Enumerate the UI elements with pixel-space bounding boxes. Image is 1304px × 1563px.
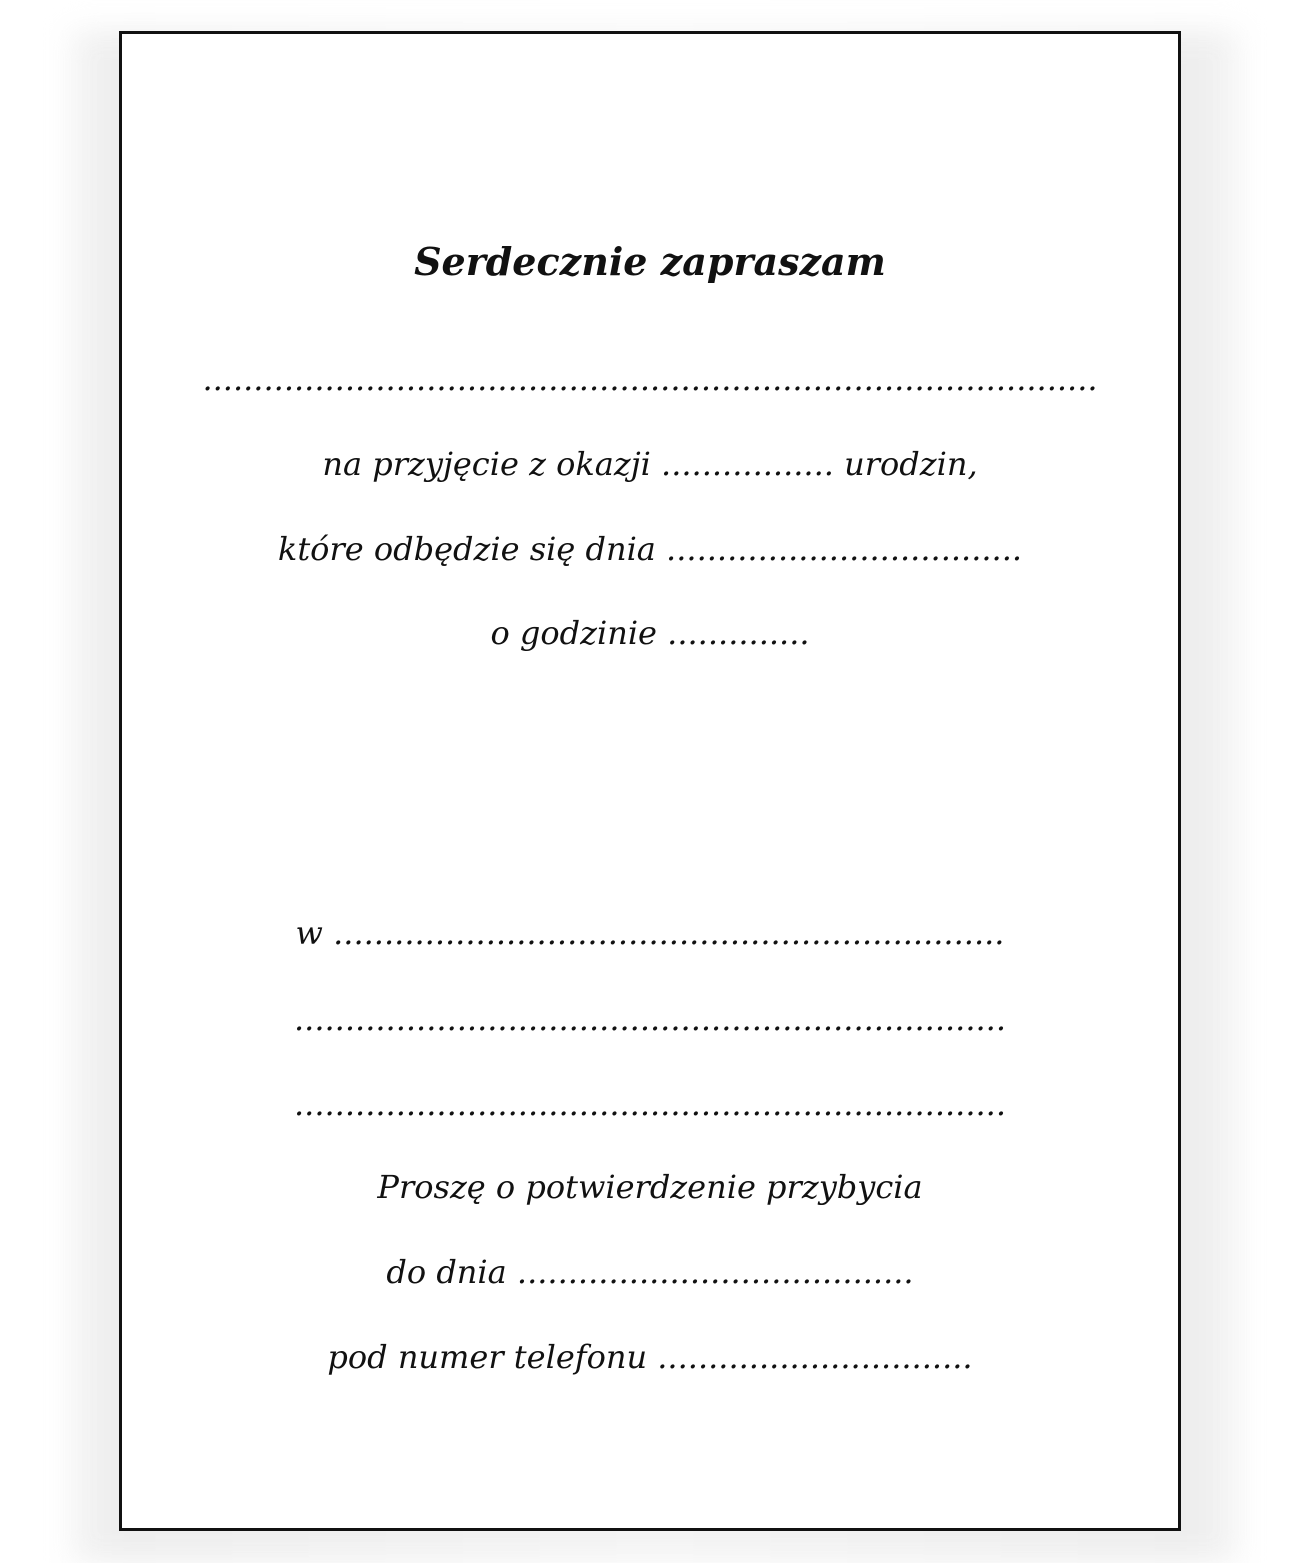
address-line-1: ...................................................................... [293, 1000, 1007, 1038]
time-line: o godzinie .............. [490, 614, 810, 652]
occasion-line: na przyjęcie z okazji ................. urodzin, [322, 445, 978, 483]
invitation-title: Serdecznie zapraszam [414, 239, 886, 284]
address-line-2: ...................................................................... [293, 1085, 1007, 1123]
place-line: w .................................................................. [295, 914, 1005, 952]
rsvp-date-line: do dnia ....................................... [386, 1253, 914, 1291]
rsvp-line: Proszę o potwierdzenie przybycia [377, 1168, 923, 1206]
invitation-card [119, 31, 1181, 1531]
date-line: które odbędzie się dnia ................................... [277, 530, 1023, 568]
guest-name-line: ........................................................................................ [202, 360, 1098, 398]
phone-line: pod numer telefonu ............................... [327, 1338, 973, 1376]
